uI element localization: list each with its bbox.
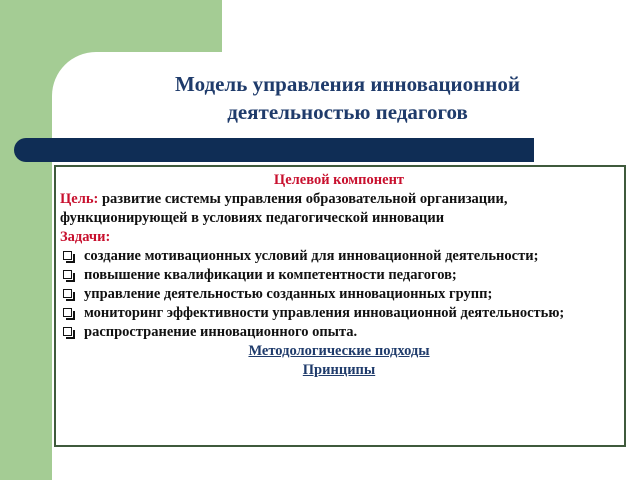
goal-component-card xyxy=(54,165,626,447)
list-item xyxy=(60,323,618,342)
title-line-1: Модель управления инновационной xyxy=(175,72,520,96)
goal-text: развитие системы управления образовательной организации, функционирующей в условиях педагогической инновации xyxy=(60,191,508,226)
goal-paragraph xyxy=(60,190,618,228)
checkbox-bullet-icon xyxy=(63,327,72,336)
list-item xyxy=(60,266,618,285)
tasks-label: Задачи: xyxy=(60,229,111,245)
goal-label: Цель: xyxy=(60,191,99,207)
checkbox-bullet-icon xyxy=(63,270,72,279)
decorative-bar xyxy=(14,138,534,162)
slide-title xyxy=(60,70,635,126)
checkbox-bullet-icon xyxy=(63,308,72,317)
list-item xyxy=(60,304,618,323)
list-item xyxy=(60,247,618,266)
checkbox-bullet-icon xyxy=(63,289,72,298)
task-text: управление деятельностью созданных инновационных групп; xyxy=(84,286,493,302)
task-text: создание мотивационных условий для инновационной деятельности; xyxy=(84,248,539,264)
task-text: повышение квалификации и компетентности педагогов; xyxy=(84,267,457,283)
card-heading: Целевой компонент xyxy=(273,172,405,188)
tasks-list xyxy=(60,247,618,342)
task-text: распространение инновационного опыта. xyxy=(84,324,358,340)
list-item xyxy=(60,285,618,304)
title-line-2: деятельностью педагогов xyxy=(227,100,468,124)
principles-link[interactable]: Принципы xyxy=(302,362,376,378)
methodological-approaches-link[interactable]: Методологические подходы xyxy=(248,343,430,359)
checkbox-bullet-icon xyxy=(63,251,72,260)
task-text: мониторинг эффективности управления инновационной деятельностью; xyxy=(84,305,565,321)
